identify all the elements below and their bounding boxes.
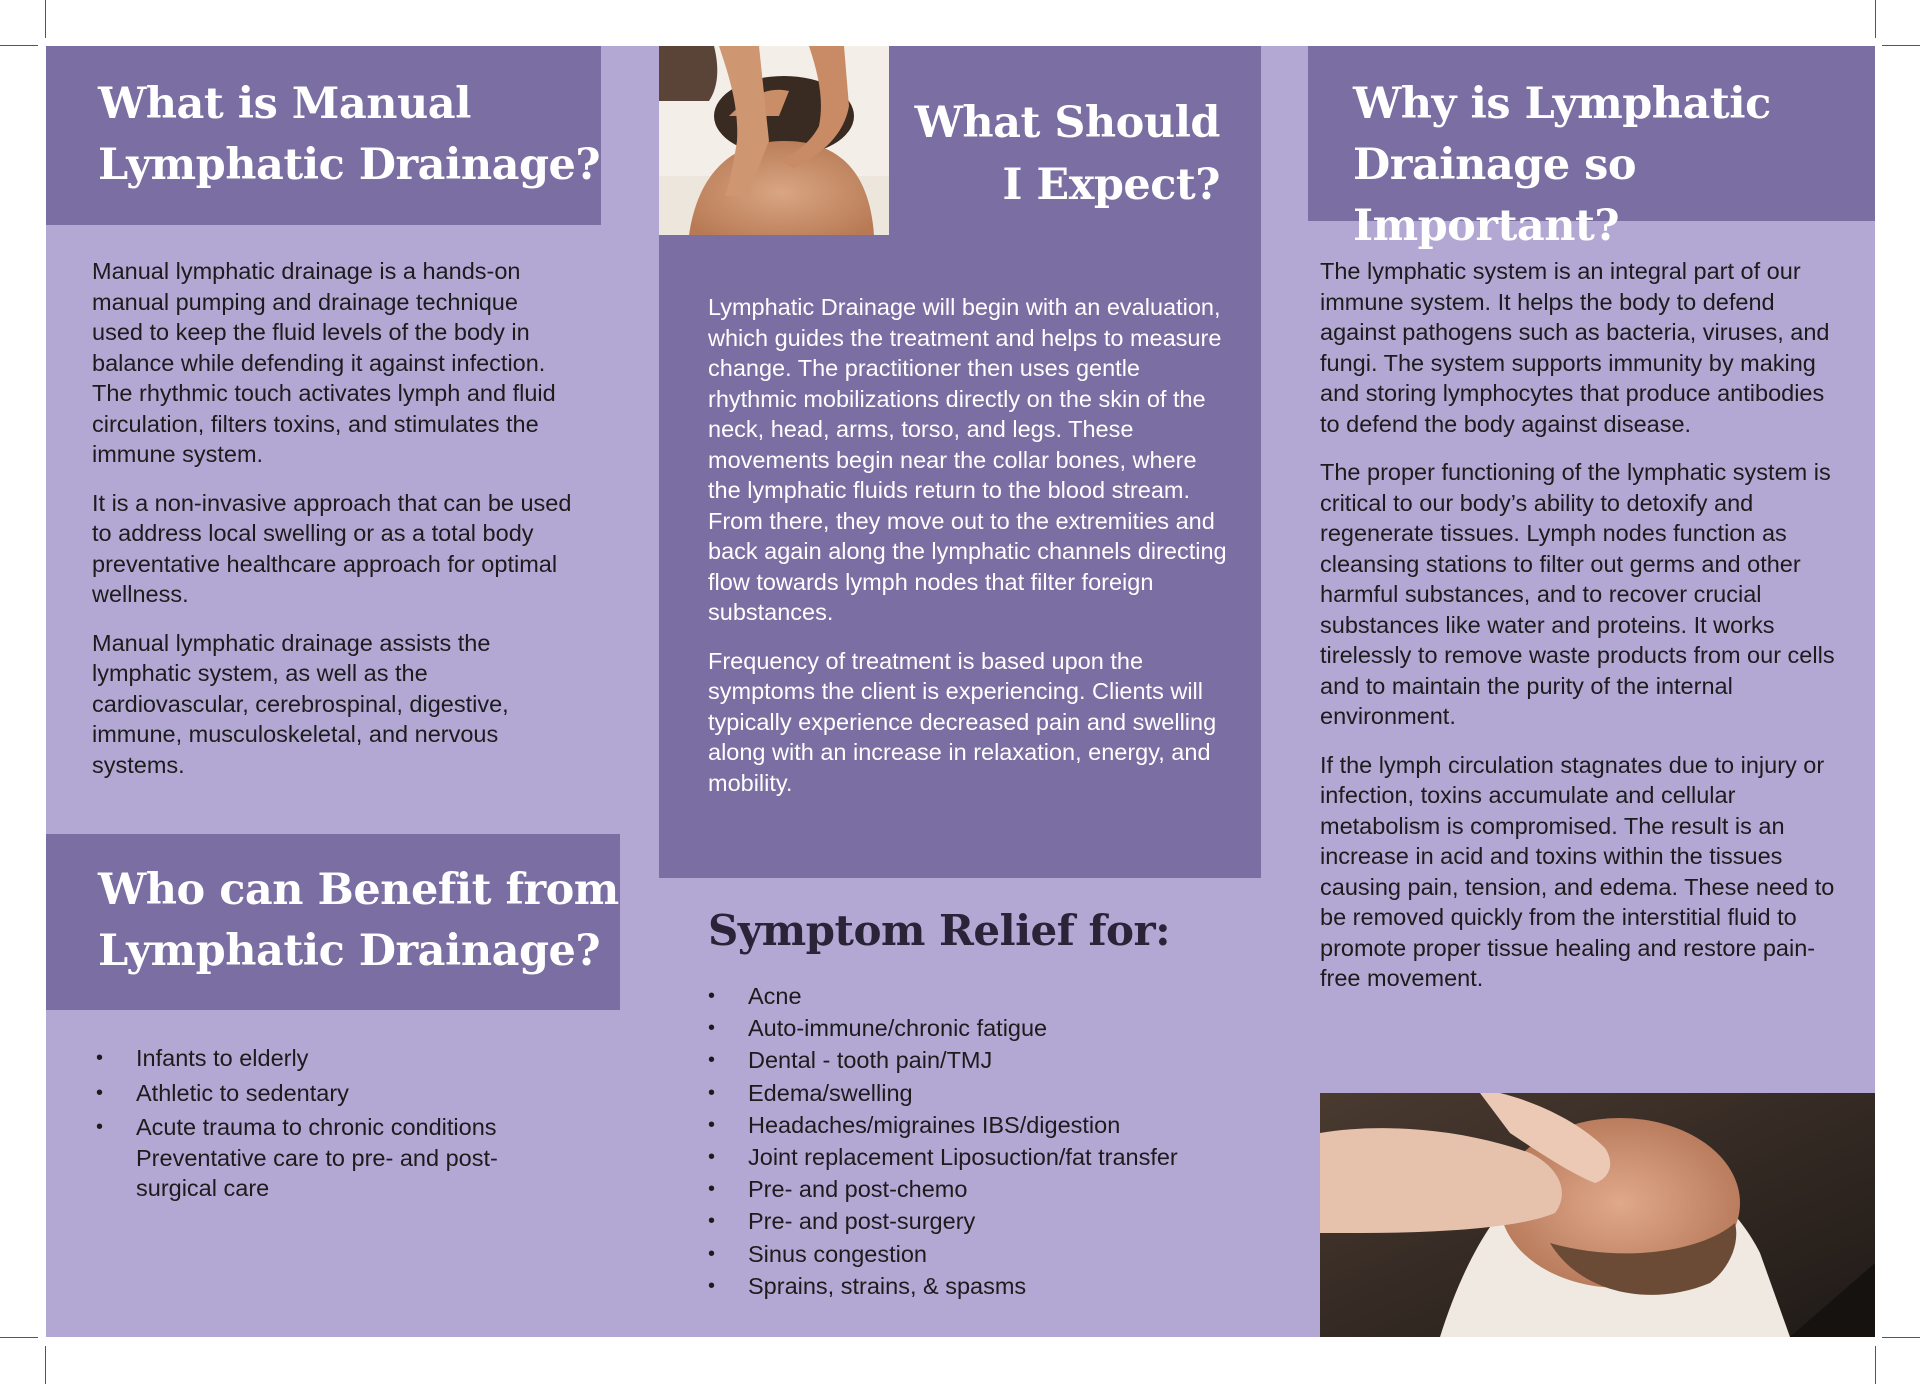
crop-mark	[1882, 1337, 1920, 1338]
crop-mark	[45, 1346, 46, 1384]
right-heading	[1353, 74, 1875, 257]
left-paragraph: Manual lymphatic drainage assists the lymphatic system, as well as the cardiovascular, cerebrospinal, digestive, immune, musculoskeletal, and nervous systems.	[92, 629, 509, 778]
left-heading	[98, 74, 601, 196]
middle-paragraph: Lymphatic Drainage will begin with an evaluation, which guides the treatment and helps to measure change. The practitioner then uses gentle rhythmic mobilizations directly on the skin of the neck, head, arms, torso, and legs. These movements begin near the collar bones, where the lymphatic fluids return to the blood stream. From there, they move out to the extremities and back again along the lymphatic channels directing flow towards lymph nodes that filter foreign substances.	[708, 294, 1227, 625]
symptom-list-wrap	[708, 980, 1268, 1302]
benefit-heading-line1: Who can Benefit from	[98, 865, 619, 915]
left-paragraph: Manual lymphatic drainage is a hands-on manual pumping and drainage technique used to keep the fluid levels of the body in balance while defending it against infection. The rhythmic touch activates lymph and fluid circulation, filters toxins, and stimulates the immune system.	[92, 258, 556, 467]
list-item: • Acne	[708, 980, 1268, 1012]
benefit-heading-line2: Lymphatic Drainage?	[98, 926, 601, 976]
list-item: • Edema/swelling	[708, 1077, 1268, 1109]
benefit-list	[96, 1043, 556, 1204]
middle-paragraph: Frequency of treatment is based upon the symptoms the client is experiencing. Clients will typically experience decreased pain and swelling along with an increase in relaxation, energy, and mobility.	[708, 647, 1217, 796]
left-paragraph: It is a non-invasive approach that can be used to address local swelling or as a total body preventative healthcare approach for optimal wellness.	[92, 489, 572, 607]
massage-back-photo	[659, 46, 889, 235]
left-heading-line1: What is Manual	[98, 79, 471, 129]
list-item: • Pre- and post-surgery	[708, 1205, 1268, 1237]
middle-heading-line1: What Should	[914, 98, 1220, 148]
crop-mark	[0, 45, 38, 46]
right-body	[1320, 256, 1840, 1012]
crop-mark	[45, 0, 46, 38]
right-paragraph: If the lymph circulation stagnates due to injury or infection, toxins accumulate and cellular metabolism is compromised. The result is an increase in acid and toxins within the tissues causing pain, tension, and edema. These need to be removed quickly from the interstitial fluid to promote proper tissue healing and restore pain-free movement.	[1320, 751, 1835, 991]
massage-back-image	[659, 46, 889, 235]
list-item: • Sinus congestion	[708, 1238, 1268, 1270]
symptom-heading-wrap	[708, 906, 1248, 955]
benefit-heading-band	[46, 834, 620, 1010]
benefit-heading	[98, 860, 620, 982]
list-item: • Dental - tooth pain/TMJ	[708, 1044, 1268, 1076]
right-heading-band	[1308, 46, 1875, 251]
list-item: • Athletic to sedentary	[96, 1078, 556, 1109]
list-item: • Acute trauma to chronic conditions Preventative care to pre- and post-surgical care	[96, 1112, 556, 1204]
list-item: • Sprains, strains, & spasms	[708, 1270, 1268, 1302]
middle-heading-line2: I Expect?	[1002, 160, 1220, 210]
list-item: • Pre- and post-chemo	[708, 1173, 1268, 1205]
crop-mark	[1882, 45, 1920, 46]
middle-heading-wrap	[900, 92, 1220, 216]
list-item: • Joint replacement Liposuction/fat transfer	[708, 1141, 1268, 1173]
list-item: • Headaches/migraines IBS/digestion	[708, 1109, 1268, 1141]
crop-mark	[0, 1337, 38, 1338]
facial-massage-image	[1320, 1093, 1875, 1337]
right-heading-line1: Why is Lymphatic	[1353, 79, 1771, 129]
right-paragraph: The proper functioning of the lymphatic system is critical to our body’s ability to detoxify and regenerate tissues. Lymph nodes function as cleansing stations to filter out germs and other harmful substances, and to recover crucial substances like water and proteins. It works tirelessly to remove waste products from our cells and to maintain the purity of the internal environment.	[1320, 459, 1835, 729]
symptom-heading: Symptom Relief for:	[708, 906, 1171, 955]
right-paragraph: The lymphatic system is an integral part of our immune system. It helps the body to defend against pathogens such as bacteria, viruses, and fungi. The system supports immunity by making and storing lymphocytes that produce antibodies to defend the body against disease.	[1320, 258, 1830, 437]
left-heading-line2: Lymphatic Drainage?	[98, 140, 601, 190]
right-heading-line2: Drainage so Important?	[1353, 140, 1637, 251]
facial-massage-photo	[1320, 1093, 1875, 1337]
crop-mark	[1875, 0, 1876, 38]
benefit-list-wrap	[96, 1043, 556, 1204]
left-body	[92, 256, 572, 798]
middle-heading	[900, 92, 1220, 216]
symptom-list	[708, 980, 1268, 1302]
crop-mark	[1875, 1346, 1876, 1384]
list-item: • Auto-immune/chronic fatigue	[708, 1012, 1268, 1044]
middle-body	[708, 292, 1228, 816]
list-item: • Infants to elderly	[96, 1043, 556, 1074]
left-heading-band	[46, 46, 601, 225]
